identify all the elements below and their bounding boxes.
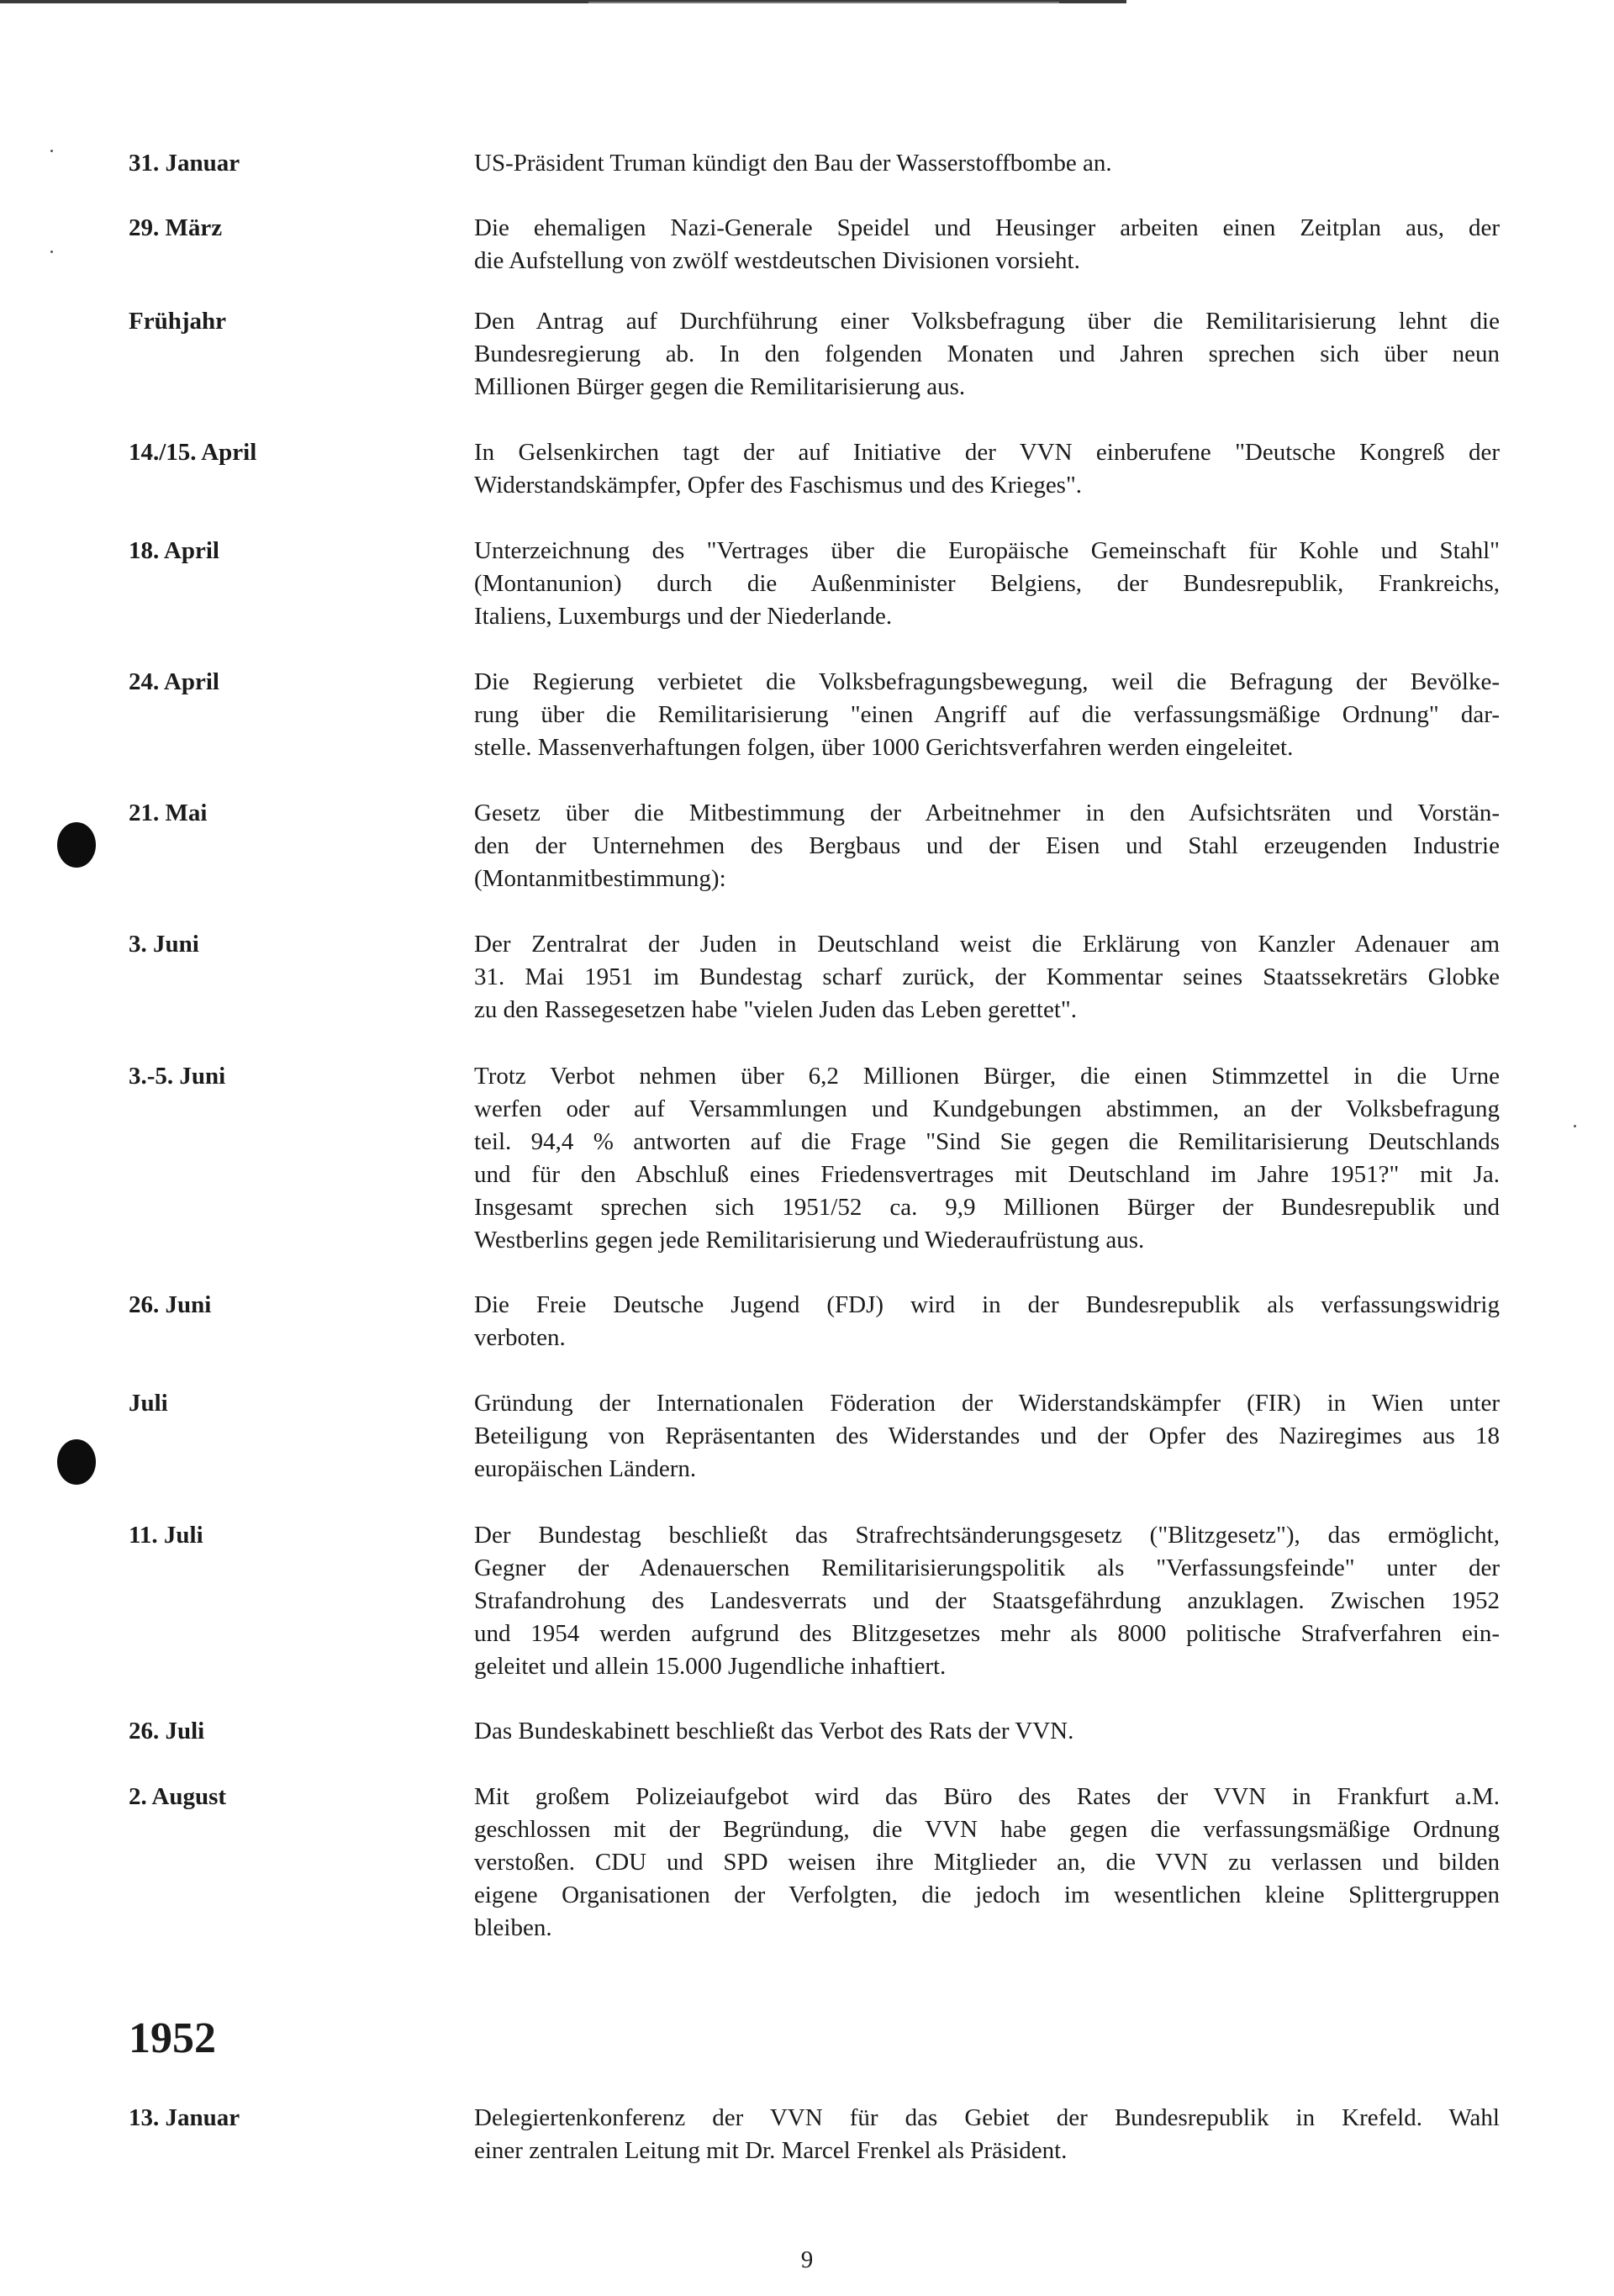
entry-text	[474, 1387, 1500, 1486]
entry-text	[474, 1715, 1500, 1748]
entry-text-line: verboten.	[474, 1324, 566, 1351]
entry-text-line: und 1954 werden aufgrund des Blitzgesetzes mehr als 8000 politische Strafverfahren ein-	[474, 1620, 1500, 1647]
entry-text	[474, 1060, 1500, 1257]
scan-speck	[50, 150, 53, 152]
entry-text-line: Den Antrag auf Durchführung einer Volksbefragung über die Remilitarisierung lehnt die	[474, 308, 1500, 335]
entry-text	[474, 1519, 1500, 1683]
entry-text	[474, 1781, 1500, 1945]
entry-text-line: europäischen Ländern.	[474, 1455, 697, 1482]
entry-text-line: Gründung der Internationalen Föderation der Widerstandskämpfer (FIR) in Wien unter	[474, 1390, 1500, 1417]
entry-text-line: In Gelsenkirchen tagt der auf Initiative der VVN einberufene "Deutsche Kongreß der	[474, 439, 1500, 466]
entry-text-line: Unterzeichnung des "Vertrages über die Europäische Gemeinschaft für Kohle und Stahl"	[474, 537, 1500, 564]
entry-text-line: Westberlins gegen jede Remilitarisierung und Wiederaufrüstung aus.	[474, 1227, 1145, 1254]
entry-text-line: Bundesregierung ab. In den folgenden Monaten und Jahren sprechen sich über neun	[474, 340, 1500, 367]
punch-hole-lower	[57, 1439, 96, 1485]
entry-text-line: Millionen Bürger gegen die Remilitarisierung aus.	[474, 373, 966, 400]
entry-text-line: Strafandrohung des Landesverrats und der Staatsgefährdung anzuklagen. Zwischen 1952	[474, 1587, 1500, 1614]
entry-date: 3.-5. Juni	[129, 1063, 226, 1090]
entry-text-line: Die Regierung verbietet die Volksbefragungsbewegung, weil die Befragung der Bevölke-	[474, 668, 1500, 695]
entry-text	[474, 147, 1500, 180]
entry-date: 18. April	[129, 537, 219, 564]
entry-text	[474, 2102, 1500, 2167]
entry-text-line: Trotz Verbot nehmen über 6,2 Millionen Bürger, die einen Stimmzettel in die Urne	[474, 1063, 1500, 1090]
entry-text-line: die Aufstellung von zwölf westdeutschen Divisionen vorsieht.	[474, 247, 1080, 274]
entry-date: 14./15. April	[129, 439, 257, 466]
entry-text-line: Gegner der Adenauerschen Remilitarisierungspolitik als "Verfassungsfeinde" unter der	[474, 1554, 1500, 1581]
page-number: 9	[800, 2246, 814, 2273]
entry-text	[474, 436, 1500, 502]
entry-text-line: einer zentralen Leitung mit Dr. Marcel Frenkel als Präsident.	[474, 2137, 1068, 2164]
entry-text	[474, 1289, 1500, 1354]
entry-text-line: (Montanmitbestimmung):	[474, 865, 726, 892]
entry-date: 11. Juli	[129, 1522, 203, 1549]
entry-date: 2. August	[129, 1783, 227, 1810]
entry-text	[474, 797, 1500, 895]
entry-text-line: Der Bundestag beschließt das Strafrechtsänderungsgesetz ("Blitzgesetz"), das ermöglicht,	[474, 1522, 1500, 1549]
entry-text-line: US-Präsident Truman kündigt den Bau der Wasserstoffbombe an.	[474, 150, 1112, 177]
entry-text-line: und für den Abschluß eines Friedensvertrages mit Deutschland im Jahre 1951?" mit Ja.	[474, 1161, 1500, 1188]
entry-text	[474, 535, 1500, 633]
entry-text-line: Widerstandskämpfer, Opfer des Faschismus und des Krieges".	[474, 472, 1083, 499]
entry-text-line: Mit großem Polizeiaufgebot wird das Büro des Rates der VVN in Frankfurt a.M.	[474, 1783, 1500, 1810]
entry-date: 21. Mai	[129, 800, 208, 826]
entry-text-line: Insgesamt sprechen sich 1951/52 ca. 9,9 Millionen Bürger der Bundesrepublik und	[474, 1194, 1500, 1221]
entry-text	[474, 305, 1500, 404]
entry-text-line: werfen oder auf Versammlungen und Kundgebungen abstimmen, an der Volksbefragung	[474, 1095, 1500, 1122]
entry-date: Juli	[129, 1390, 168, 1417]
top-edge-rule-secondary	[588, 2, 1059, 3]
entry-text-line: rung über die Remilitarisierung "einen Angriff auf die verfassungsmäßige Ordnung" dar-	[474, 701, 1500, 728]
entry-text-line: Das Bundeskabinett beschließt das Verbot des Rats der VVN.	[474, 1718, 1074, 1744]
scan-speck	[1574, 1125, 1576, 1127]
entry-text-line: Der Zentralrat der Juden in Deutschland weist die Erklärung von Kanzler Adenauer am	[474, 931, 1500, 958]
entry-text	[474, 928, 1500, 1027]
entry-text-line: Die Freie Deutsche Jugend (FDJ) wird in der Bundesrepublik als verfassungswidrig	[474, 1291, 1500, 1318]
entry-date: 31. Januar	[129, 150, 240, 177]
scan-speck	[50, 251, 53, 253]
entry-text-line: geleitet und allein 15.000 Jugendliche inhaftiert.	[474, 1653, 947, 1680]
entry-date: 3. Juni	[129, 931, 199, 958]
entry-text-line: den der Unternehmen des Bergbaus und der Eisen und Stahl erzeugenden Industrie	[474, 832, 1500, 859]
entry-text-line: Delegiertenkonferenz der VVN für das Gebiet der Bundesrepublik in Krefeld. Wahl	[474, 2104, 1500, 2131]
entry-text-line: bleiben.	[474, 1914, 552, 1941]
entry-text-line: eigene Organisationen der Verfolgten, die jedoch im wesentlichen kleine Splittergruppen	[474, 1882, 1500, 1908]
entry-text-line: Beteiligung von Repräsentanten des Widerstandes und der Opfer des Naziregimes aus 18	[474, 1422, 1500, 1449]
year-heading: 1952	[129, 2014, 216, 2062]
entry-text-line: zu den Rassegesetzen habe "vielen Juden das Leben gerettet".	[474, 996, 1077, 1023]
entry-text-line: teil. 94,4 % antworten auf die Frage "Sind Sie gegen die Remilitarisierung Deutschlands	[474, 1128, 1500, 1155]
entry-text-line: verstoßen. CDU und SPD weisen ihre Mitglieder an, die VVN zu verlassen und bilden	[474, 1849, 1500, 1876]
punch-hole-upper	[57, 822, 96, 868]
entry-text-line: Die ehemaligen Nazi-Generale Speidel und Heusinger arbeiten einen Zeitplan aus, der	[474, 214, 1500, 241]
entry-date: Frühjahr	[129, 308, 226, 335]
entry-date: 26. Juni	[129, 1291, 212, 1318]
entry-text-line: geschlossen mit der Begründung, die VVN habe gegen die verfassungsmäßige Ordnung	[474, 1816, 1500, 1843]
entry-text	[474, 212, 1500, 277]
entry-text-line: Italiens, Luxemburgs und der Niederlande.	[474, 603, 893, 630]
entry-text-line: 31. Mai 1951 im Bundestag scharf zurück, der Kommentar seines Staatssekretärs Globke	[474, 963, 1500, 990]
entry-text	[474, 666, 1500, 764]
entry-text-line: stelle. Massenverhaftungen folgen, über 1000 Gerichtsverfahren werden eingeleitet.	[474, 734, 1294, 761]
entry-date: 26. Juli	[129, 1718, 205, 1744]
entry-date: 29. März	[129, 214, 223, 241]
entry-text-line: Gesetz über die Mitbestimmung der Arbeitnehmer in den Aufsichtsräten und Vorstän-	[474, 800, 1500, 826]
entry-date: 24. April	[129, 668, 219, 695]
entry-date: 13. Januar	[129, 2104, 240, 2131]
entry-text-line: (Montanunion) durch die Außenminister Belgiens, der Bundesrepublik, Frankreichs,	[474, 570, 1500, 597]
